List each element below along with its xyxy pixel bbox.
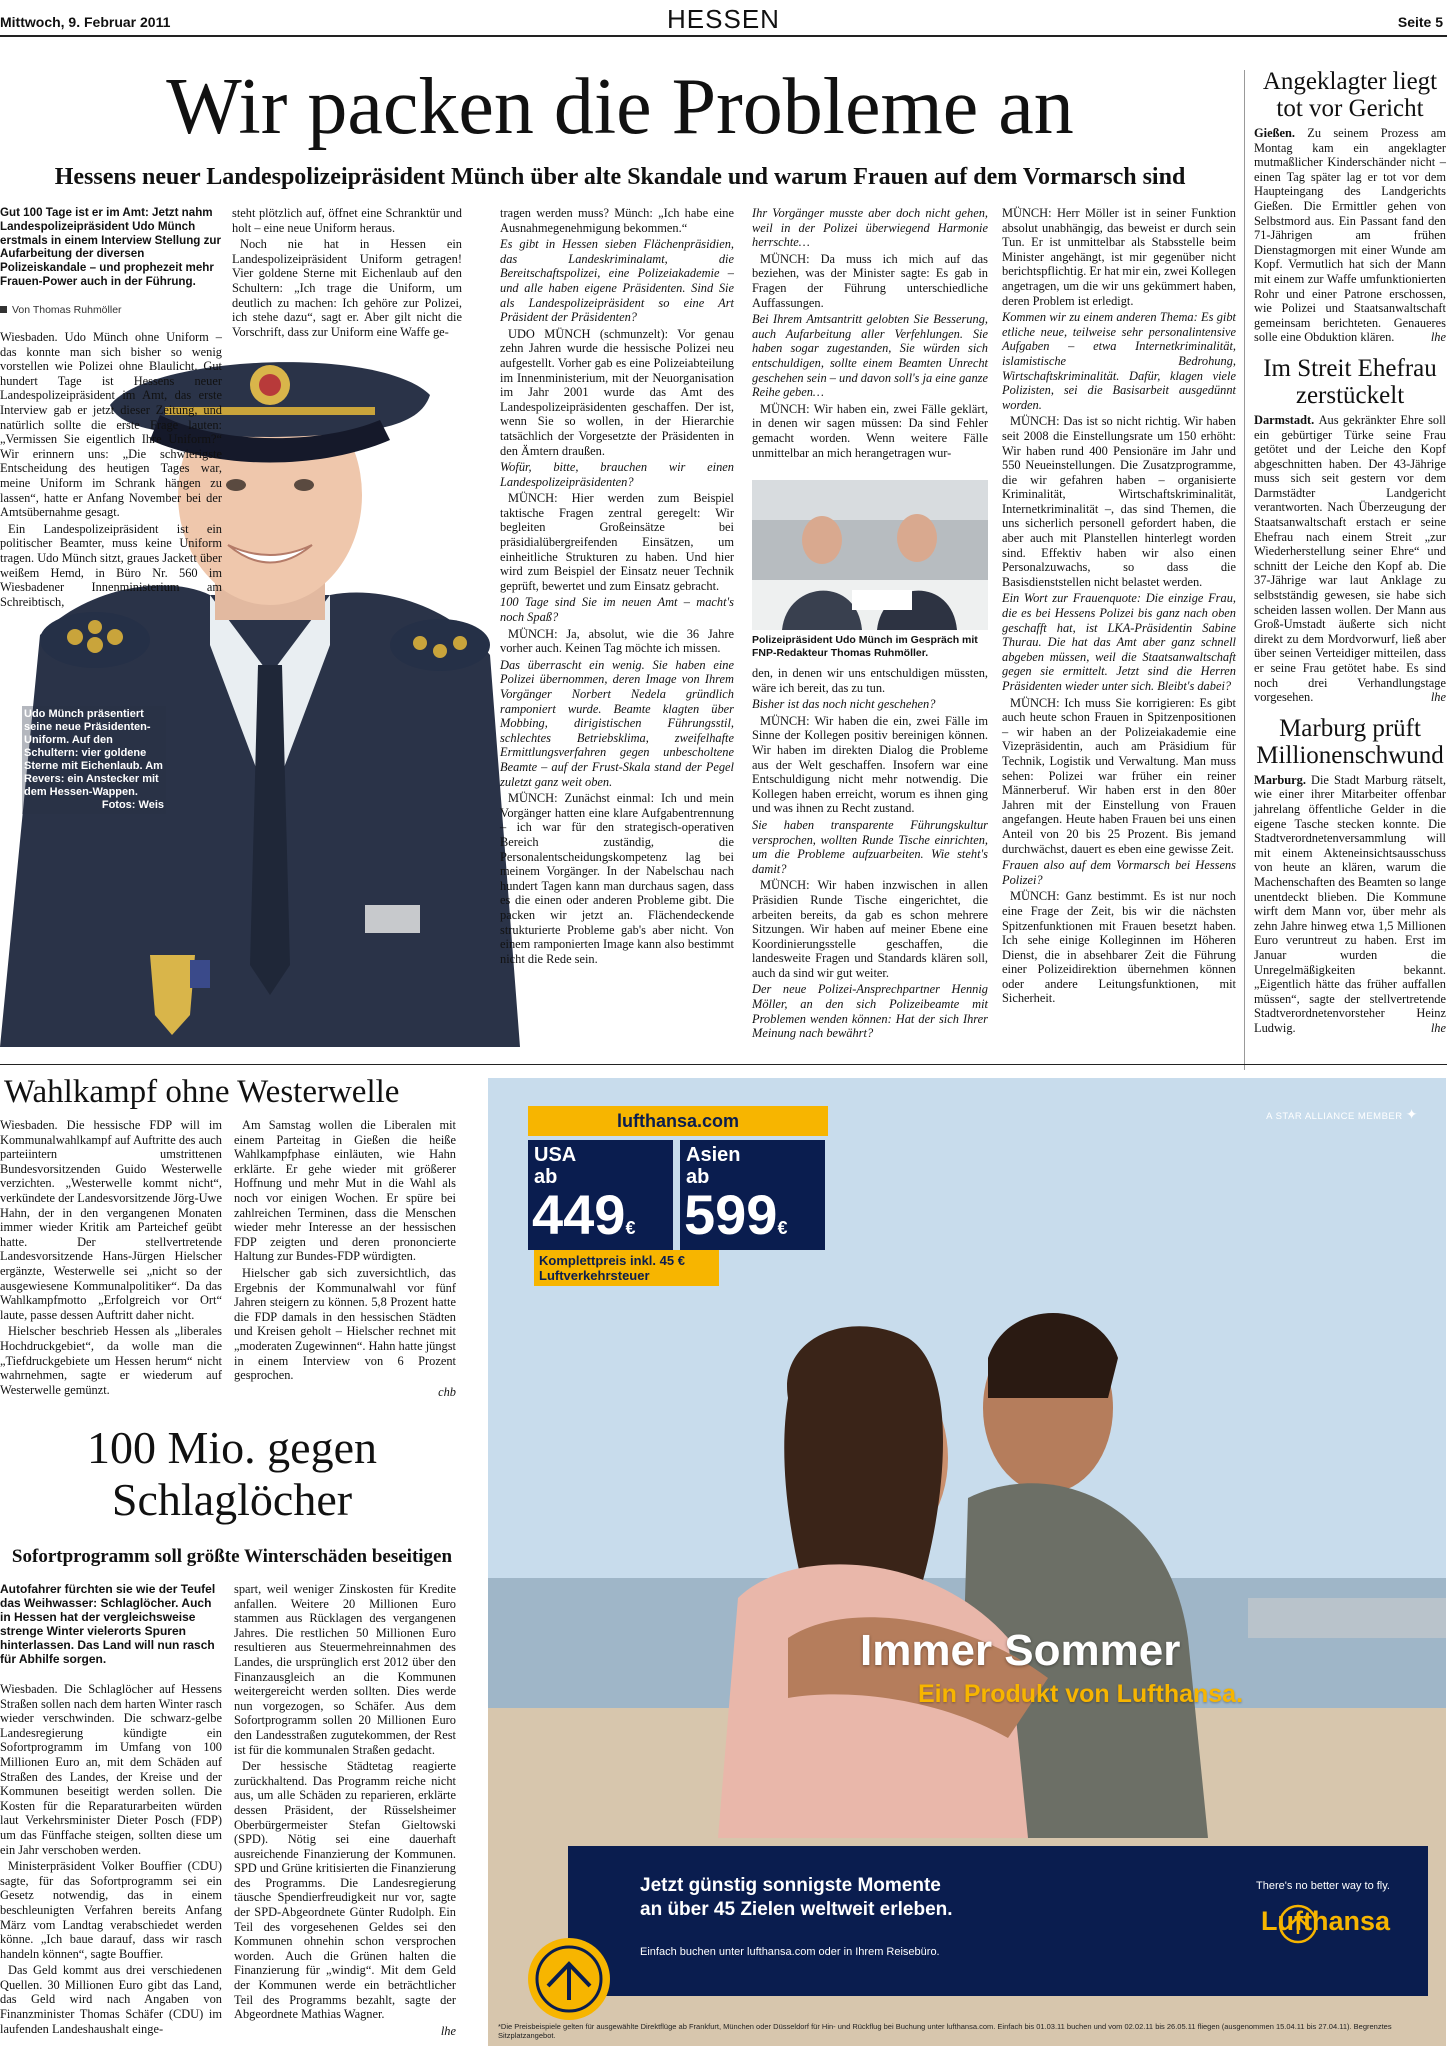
issue-date: Mittwoch, 9. Februar 2011 bbox=[0, 14, 171, 30]
star-icon: ✦ bbox=[1405, 1106, 1418, 1122]
paragraph: Am Samstag wollen die Liberalen mit einem Parteitag in Gießen die heiße Wahlkampfphase einläuten, wie Hahn erklärte. Er gehe wieder mit größerer Hoffnung und mehr Mut in die Wahl als noch vor einigen Wochen. Er spüre bei zahlreichen Terminen, dass die Menschen wieder mehr Interesse an der hessischen FDP zeigten und deren prononcierte Haltung zur Bundes-FDP würdigten. bbox=[234, 1118, 456, 1264]
fdp-col-1 bbox=[0, 1118, 222, 1399]
interview-question: Bei Ihrem Amtsantritt gelobten Sie Besserung, auch Aufarbeitung aller Verfehlungen. Sie haben sogar zugestanden, Sie würden sich entschuldigen, sollte einem Beamten Unrecht geschehen sein – und davon soll's ja eine ganze Reihe geben… bbox=[752, 312, 988, 400]
photo-caption bbox=[22, 706, 166, 814]
offer-currency: € bbox=[777, 1218, 788, 1238]
sidebar-headline: Marburg prüft Millionenschwund bbox=[1256, 714, 1444, 769]
pothole-col-2 bbox=[234, 1582, 456, 2038]
pothole-col-1 bbox=[0, 1682, 222, 2038]
sidebar-body bbox=[1254, 773, 1446, 1036]
paragraph: steht plötzlich auf, öffnet eine Schranktür und holt – eine neue Uniform heraus. bbox=[232, 206, 462, 235]
fdp-headline: Wahlkampf ohne Westerwelle bbox=[4, 1074, 400, 1110]
banner-line-1: Jetzt günstig sonnigste Momente bbox=[640, 1875, 941, 1896]
page-number: Seite 5 bbox=[1397, 14, 1443, 30]
interview-question: Bisher ist das noch nicht geschehen? bbox=[752, 697, 936, 712]
interview-question: 100 Tage sind Sie im neuen Amt – macht's noch Spaß? bbox=[500, 595, 734, 625]
ad-footnote: *Die Preisbeispiele gelten für ausgewählte Direktflüge ab Frankfurt, München oder Düsseldorf für Hin- und Rückflug bei Buchung unter lufthansa.com. Einfach bis 01.03.11 buchen und vom 02.02.11 bis 26.05.11 fliegen (ausgenommen 15.04.11 bis 27.04.11). Begrenztes Sitzplatzangebot. bbox=[498, 2022, 1392, 2040]
photo-credit: Fotos: Weis bbox=[101, 799, 164, 811]
interview-question: Kommen wir zu einem anderen Thema: Es gibt etliche neue, teilweise sehr personalintensive Aufgaben – etwa Internetkriminalität, islamistische Bedrohung, Wirtschaftskriminalität. Dafür, klagen viele Polizisten, sei die Basisarbeit ausgedünnt worden. bbox=[1002, 310, 1236, 412]
interview-answer: MÜNCH: Wir haben die ein, zwei Fälle im Sinne der Kollegen positiv bereinigen können. Wir haben im direkten Dialog die Probleme aus der Welt geschaffen. Insofern war eine Entschuldigung nicht mehr notwendig. Die Kollegen haben erreicht, worum es ihnen ging und was ihnen zu Recht zustand. bbox=[752, 713, 988, 816]
sidebar-signature: lhe bbox=[1430, 690, 1446, 705]
interview-answer: tragen werden muss? Münch: „Ich habe eine Ausnahmegenehmigung bekommen.“ bbox=[500, 206, 734, 235]
ad-banner[interactable] bbox=[568, 1846, 1428, 1996]
offer-currency: € bbox=[625, 1218, 636, 1238]
offer-price: 449 bbox=[532, 1183, 626, 1246]
main-subheadline: Hessens neuer Landespolizeipräsident Münch über alte Skandale und warum Frauen auf dem Vormarsch sind bbox=[54, 164, 1186, 190]
star-alliance-text: A STAR ALLIANCE MEMBER bbox=[1266, 1111, 1403, 1122]
offer-destination: Asien bbox=[686, 1144, 741, 1166]
sidebar-location: Marburg. bbox=[1254, 772, 1312, 787]
star-alliance-label bbox=[1266, 1106, 1418, 1123]
offer-ab: ab bbox=[686, 1166, 710, 1188]
section-rule bbox=[0, 1064, 1447, 1065]
paragraph: Ministerpräsident Volker Bouffier (CDU) sagte, für das Sofortprogramm sei ein Gesetz notwendig, das in einem beschleunigten Verfahren bereits Anfang März vom Landtag verabschiedet werden könne. „Ich baue darauf, dass wir rasch handeln können“, sagte Bouffier. bbox=[0, 1859, 222, 1961]
interview-answer: MÜNCH: Herr Möller ist in seiner Funktion absolut unabhängig, das beweist er durch sein Tun. Er ist unmittelbar als Stabsstelle beim Minister angehängt, ist mir gegenüber nicht berichtspflichtig. Er hat mir ein, zwei Kollegen angetragen, um die wir uns gekümmert haben, deren Problem ist erledigt. bbox=[1002, 206, 1236, 308]
interview-answer: MÜNCH: Da muss ich mich auf das beziehen, was der Minister sagte: Es gab in Fragen der Führung unterschiedliche Auffassungen. bbox=[752, 251, 988, 310]
komplett-line-1: Komplettpreis inkl. 45 € bbox=[539, 1253, 685, 1268]
photo-caption-text: Udo Münch präsentiert seine neue Präsidenten-Uniform. Auf den Schultern: vier goldene Sterne mit Eichenlaub. Am Revers: ein Anstecker mit dem Hessen-Wappen. bbox=[24, 708, 163, 798]
ad-slogan-sub: Ein Produkt von Lufthansa. bbox=[918, 1680, 1244, 1708]
interview-answer: MÜNCH: Wir haben inzwischen in allen Präsidien Runde Tische eingerichtet, die arbeiten bereits, da gab es schon mehrere Sitzungen. Wir haben auf meiner Ebene eine Koordinierungsstelle geschaffen, die landesweite Fragen und Standards klären soll, auch da sind wir gut weiter. bbox=[752, 878, 988, 980]
paragraph: Noch nie hat in Hessen ein Landespolizeipräsident Uniform getragen! Vier goldene Sterne mit Eichenlaub auf den Schultern: „Ich trage die Uniform, um deutlich zu machen: Ich gehöre zur Polizei, ich stehe dazu“, sagt er. Aber gilt nicht die Vorschrift, dass zur Uniform eine Waffe ge- bbox=[232, 237, 462, 339]
sidebar-news bbox=[1254, 68, 1446, 1045]
paragraph: Wiesbaden. Udo Münch ohne Uniform – das konnte man sich bisher so wenig vorstellen wie Polizei ohne Blaulicht. Gut hundert Tage ist Hessens neuer Landespolizeipräsident im Amt, das erste Interview gab er jetzt dieser Zeitung, und natürlich sollte die erste Frage lauten: „Vermissen Sie eigentlich Ihre Uniform?“ Wir erinnern uns: „Die schwierigste Entscheidung des heutigen Tages war, meine Uniform im Schrank hängen zu lassen“, hatte er Anfang November bei der Amtsübernahme gesagt. bbox=[0, 330, 222, 520]
paragraph: Das Geld kommt aus drei verschiedenen Quellen. 30 Millionen Euro gibt das Land, das Geld wird nach Angaben von Finanzminister Thomas Schäfer (CDU) im laufenden Landeshaushalt einge- bbox=[0, 1963, 222, 2036]
paragraph: Ein Landespolizeipräsident ist ein politischer Beamter, muss keine Uniform tragen. Udo Münch sitzt, graues Jackett über weißem Hemd, in Büro Nr. 560 im Wiesbadener Innenministerium am Schreibtisch, bbox=[0, 521, 222, 609]
ad-slogan: Immer Sommer bbox=[860, 1626, 1181, 1675]
sidebar-headline: Angeklagter liegt tot vor Gericht bbox=[1262, 68, 1438, 122]
main-col-4b bbox=[752, 666, 988, 1043]
sidebar-body bbox=[1254, 126, 1446, 345]
sidebar-article bbox=[1254, 715, 1446, 1036]
main-lead: Gut 100 Tage ist er im Amt: Jetzt nahm Landespolizeipräsident Udo Münch erstmals in einem Interview Stellung zur Aufarbeitung der diversen Polizeiskandale – und prophezeit mehr Frauen-Power auch in der Führung. bbox=[0, 206, 221, 288]
ad-brand[interactable]: Lufthansa bbox=[1260, 1906, 1390, 1936]
lufthansa-ad[interactable] bbox=[488, 1078, 1446, 2046]
interview-question: Es gibt in Hessen sieben Flächenpräsidien, das Landeskriminalamt, die Bereitschaftspolizei, eine Polizeiakademie – und alle haben eigene Präsidenten. Sind Sie als Landespolizeipräsident so eine Art Präsident der Präsidenten? bbox=[500, 237, 734, 325]
interview-question: Sie haben transparente Führungskultur versprochen, wollten Runde Tische einrichten, um die Probleme aufzuarbeiten. Wie steht's damit? bbox=[752, 817, 988, 876]
main-col-4 bbox=[752, 206, 988, 462]
sidebar-location: Gießen. bbox=[1254, 126, 1308, 140]
offer-ab: ab bbox=[534, 1166, 558, 1188]
paragraph: Wiesbaden. Die Schlaglöcher auf Hessens Straßen sollen nach dem harten Winter rasch wieder verschwinden. Die schwarz-gelbe Landesregierung kündigte ein Sofortprogramm im Umfang von 100 Millionen Euro an, mit dem Schäden auf Straßen des Landes, der Kreise und der Kommunen beseitigt werden sollen. Die Kosten für die Reparaturarbeiten würden laut Verkehrsminister Dieter Posch (FDP) um das Fünffache steigen, sollten diese um ein Jahr verschoben werden. bbox=[0, 1682, 222, 1857]
pothole-subheadline: Sofortprogramm soll größte Winterschäden beseitigen bbox=[11, 1546, 453, 1567]
interview-answer: MÜNCH: Das ist so nicht richtig. Wir haben seit 2008 die Einstellungsrate um 150 erhöht: Wir haben rund 400 Pensionäre im Jahr und 550 Neueinstellungen. Die Zusatzprogramme, die wir gefahren haben – organisierte Kriminalität, Wirtschaftskriminalität, Internetkriminalität –, das sind Themen, die uns sicherlich personell gefordert haben, die aber auch mit Planstellen hinterlegt worden sind. Effektiv haben wir also einen Personalzuwachs, so dass die Basisdienststellen nicht belastet werden. bbox=[1002, 414, 1236, 589]
interview-photo-caption: Polizeipräsident Udo Münch im Gespräch mit FNP-Redakteur Thomas Ruhmöller. bbox=[752, 634, 978, 659]
sidebar-headline: Im Streit Ehefrau zerstückelt bbox=[1263, 354, 1437, 409]
interview-question: Frauen also auf dem Vormarsch bei Hessens Polizei? bbox=[1002, 858, 1236, 887]
interview-question: Wofür, bitte, brauchen wir einen Landespolizeipräsidenten? bbox=[500, 460, 734, 489]
interview-question: Der neue Polizei-Ansprechpartner Hennig Möller, an den sich Polizeibeamte mit Problemen wenden können: Hat der sich Ihrer Meinung nach bewährt? bbox=[752, 982, 988, 1041]
offer-destination: USA bbox=[534, 1144, 577, 1166]
ad-tagline: There's no better way to fly. bbox=[1256, 1880, 1390, 1892]
ad-site-label[interactable]: lufthansa.com bbox=[528, 1106, 828, 1136]
sidebar-article bbox=[1254, 68, 1446, 345]
komplett-line-2: Luftverkehrsteuer bbox=[539, 1268, 650, 1283]
main-byline: Von Thomas Ruhmöller bbox=[0, 304, 122, 316]
sidebar-text: Die Stadt Marburg rätselt, wie einer ihrer Mitarbeiter offenbar jahrelang öffentliche Gelder in die eigene Tasche stecken konnte. Die Stadtverordnetenversammlung will mit einem Akteneinsichtsausschuss von heute an klären, warum die Machenschaften des Beamten so lange unentdeckt blieben. Die Kommune wirft dem Mann vor, über mehr als zehn Jahre hinweg etwa 1,5 Millionen Euro veruntreut zu haben. Erst im Januar wurden die Unregelmäßigkeiten bekannt. „Eigentlich hätte das früher auffallen müssen“, sagte der stellvertretende Stadtverordnetenvorsteher Heinz Ludwig. bbox=[1254, 772, 1446, 1035]
sidebar-text: Aus gekränkter Ehre soll ein gebürtiger Türke seine Frau getötet und der Leiche den Kopf abgeschnitten haben. Der 43-Jährige muss sich seit gestern vor dem Darmstädter Landgericht verantworten. Nach Überzeugung der Staatsanwaltschaft erstach er seine Ehefrau nach einem Streit „zur Wiederherstellung seiner Ehre“ und schnitt der Leiche den Kopf ab. Die 37-Jährige war laut Anklage zu selbstständig gewesen, sie habe sich scheiden lassen wollen. Der Mann aus Groß-Umstadt äußerte sich nicht direkt zu dem Mordvorwurf, ließ aber über seinen Verteidiger mitteilen, dass er seine Frau getötet habe. Es sind noch drei Verhandlungstage vorgesehen. bbox=[1254, 412, 1446, 705]
interview-answer: MÜNCH: Wir haben ein, zwei Fälle geklärt, in denen wir sagen müssen: Da sind Fehler gemacht worden. Wenn weitere Fälle unmittelbar an mich herangetragen wur- bbox=[752, 401, 988, 460]
sidebar-text: Zu seinem Prozess am Montag kam ein angeklagter mutmaßlicher Kinderschänder nicht – einen Tag später lag er tot vor dem Haupteingang des Landgerichts Gießen. Die Ermittler gehen von Selbstmord aus. Ein Passant fand den 71-Jährigen am frühen Dienstagmorgen mit einer Wunde am Kopf. Vermutlich hat sich der Mann mit einem zur Waffe umfunktionierten Rohr und einer Patrone erschossen, wie Polizei und Staatsanwaltschaft gemeinsam berichteten. Genaueres solle eine Obduktion klären. bbox=[1254, 126, 1446, 345]
sidebar-article bbox=[1254, 355, 1446, 705]
lufthansa-logo-icon bbox=[528, 1938, 610, 2020]
banner-line-2: an über 45 Zielen weltweit erleben. bbox=[640, 1899, 953, 1920]
ad-komplettpreis bbox=[534, 1250, 719, 1286]
sidebar-body bbox=[1254, 413, 1446, 705]
ad-offer-asien[interactable] bbox=[680, 1140, 825, 1250]
interview-question: Das überrascht ein wenig. Sie haben eine Polizei übernommen, deren Image von Ihrem Vorgänger Norbert Nedela gründlich ramponiert wurde. Beamte klagten über Mobbing, dirigistischen Führungsstil, schlechtes Betriebsklima, zweifelhafte Ermittlungsverfahren gegen unbescholtene Beamte – auf der Frust-Skala stand der Pegel zuletzt ganz weit oben. bbox=[500, 657, 734, 789]
paragraph: Der hessische Städtetag reagierte zurückhaltend. Das Programm reiche nicht aus, um alle Schäden zu reparieren, erklärte dessen Präsident, der Rüsselsheimer Oberbürgermeister Stefan Gieltowski (SPD). Nötig sei eine dauerhaft ausreichende Finanzierung der Kommunen. SPD und Grüne kritisierten die Finanzierung des Programms. Die Landesregierung täusche Spendierfreudigkeit nur vor, sagte der SPD-Abgeordnete Günter Rudolph. Ein Teil des vorgesehenen Geldes sei den Kommunen ohnehin schon versprochen worden. Auch die Grünen halten die Finanzierung für „windig“. Mit dem Geld der Kommunen werde ein beträchtlicher Teil des Programms bezahlt, sagte der Abgeordnete Mathias Wagner. bbox=[234, 1759, 456, 2022]
interview-question: Ihr Vorgänger musste aber doch nicht gehen, weil in der Polizei überwiegend Harmonie herrschte… bbox=[752, 206, 988, 250]
section-title: HESSEN bbox=[667, 4, 780, 34]
paragraph: spart, weil weniger Zinskosten für Kredite anfallen. Weitere 20 Millionen Euro stammen aus Rücklagen des vergangenen Jahres. Die restlichen 50 Millionen Euro resultieren aus Steuermehreinnahmen des Landes, die ursprünglich erst 2012 über den Finanzausgleich an die Kommunen weitergereicht werden sollten. Dies werde nun vorgezogen, so Schäfer. Aus dem Sofortprogramm sollen 20 Millionen Euro den Landesstraßen zugutekommen, der Rest ist für die kommunalen Straßen gedacht. bbox=[234, 1582, 456, 1757]
interview-answer: MÜNCH: Zunächst einmal: Ich und mein Vorgänger hatten eine klare Aufgabentrennung – ich war für den strategisch-operativen Bereich zuständig, die Personalentscheidungskompetenz lag bei meinem Vorgänger. In der Nabelschau nach hundert Tagen kann man durchaus sagen, dass es die einen oder anderen Probleme gibt. Die packen wir jetzt an. Flächendeckende strukturierte Probleme gab's aber nicht. Von einem ramponierten Image kann also bestimmt nicht die Rede sein. bbox=[500, 791, 734, 966]
pothole-headline: 100 Mio. gegen Schlaglöcher bbox=[86, 1422, 377, 1525]
main-col-1 bbox=[0, 330, 222, 611]
photo-interview bbox=[752, 480, 988, 630]
interview-answer: den, in denen wir uns entschuldigen müssten, wäre ich bereit, das zu tun. bbox=[752, 666, 988, 695]
ad-offer-usa[interactable] bbox=[528, 1140, 673, 1250]
paragraph: Hielscher beschrieb Hessen als „liberales Hochdruckgebiet“, da wolle man die „Tiefdruckgebiete um Hessen herum“ nicht wahrnehmen, sagte er wiederum auf Westerwelle gemünzt. bbox=[0, 1324, 222, 1397]
interview-answer: MÜNCH: Ich muss Sie korrigieren: Es gibt auch heute schon Frauen in Spitzenpositionen – wir haben an der Polizeiakademie eine Vizepräsidentin, auch am Präsidium für Technik, Logistik und Verwaltung. Man muss sehen: Polizei war früher ein reiner Männerberuf. Wir haben erst in den 80er Jahren mit der Einstellung von Frauen angefangen. Heute haben Frauen bei uns einen Anteil von 20 bis 25 Prozent. Bis jemand durchwächst, dauert es eben eine gewisse Zeit. bbox=[1002, 695, 1236, 856]
sidebar-location: Darmstadt. bbox=[1254, 412, 1319, 427]
sidebar-divider bbox=[1244, 70, 1245, 1070]
interview-answer: MÜNCH: Hier werden zum Beispiel taktische Fragen zentral geregelt: Wir begleiten Großeinsätze bei präsidialübergreifenden Einsätzen, um einheitliche Strukturen zu haben. Und hier wird zum Beispiel der Einsatz neuer Technik geprüft, bewertet und zum Einsatz gebracht. bbox=[500, 491, 734, 593]
fdp-col-2 bbox=[234, 1118, 456, 1399]
sidebar-signature: lhe bbox=[1430, 330, 1446, 345]
pothole-lead: Autofahrer fürchten sie wie der Teufel das Weihwasser: Schlaglöcher. Auch in Hessen hat der vergleichsweise strenge Winter vielerorts Spuren hinterlassen. Das Land will nun rasch für Abhilfe sorgen. bbox=[0, 1582, 216, 1666]
fdp-signature: chb bbox=[438, 1384, 456, 1399]
header-rule bbox=[0, 35, 1447, 37]
interview-answer: UDO MÜNCH (schmunzelt): Vor genau zehn Jahren wurde die hessische Polizei neu aufgestellt. Vorher gab es eine Polizeiabteilung im Innenministerium, mit der Neuorganisation im Jahr 2001 wurde das Amt des Landespolizeipräsidenten geschaffen. Der ist, wenn Sie so wollen, in der Hierarchie tatsächlich der Vorgesetzte der Präsidenten in den Ämtern draußen. bbox=[500, 326, 734, 458]
main-col-2 bbox=[232, 206, 462, 341]
paragraph: Wiesbaden. Die hessische FDP will im Kommunalwahlkampf auf Auftritte des auch parteiintern umstrittenen Bundesvorsitzenden Guido Westerwelle verzichten. „Westerwelle kommt nicht“, verkündete der Landesvorsitzende Jörg-Uwe Hahn, der in den vergangenen Monaten immer wieder Kritik am Parteichef geübt hatte. Der stellvertretende Landesvorsitzende Hans-Jürgen Hielscher ergänzte, Westerwelle sei „nicht so der ausgewiesene Kommunalpolitiker“. Da das Wahlkampfmotto „Erfolgreich vor Ort“ laute, passe dessen Auftritt daher nicht. bbox=[0, 1118, 222, 1322]
pothole-signature: lhe bbox=[440, 2023, 456, 2038]
offer-price: 599 bbox=[684, 1183, 778, 1246]
main-col-3 bbox=[500, 206, 734, 968]
main-headline: Wir packen die Probleme an bbox=[166, 63, 1074, 151]
main-col-5 bbox=[1002, 206, 1236, 1008]
interview-answer: MÜNCH: Ganz bestimmt. Es ist nur noch eine Frage der Zeit, bis wir die nächsten Spitzenfunktionen mit Frauen besetzt haben. Ich sehe einige Kolleginnen im Höheren Dienst, die in absehbarer Zeit die Führung einer Polizeidirektion übernehmen können oder andere Leitungsfunktionen, mit Sicherheit. bbox=[1002, 889, 1236, 1006]
sidebar-signature: lhe bbox=[1430, 1020, 1446, 1035]
interview-answer: MÜNCH: Ja, absolut, wie die 36 Jahre vorher auch. Keinen Tag möchte ich missen. bbox=[500, 626, 734, 656]
paragraph: Hielscher gab sich zuversichtlich, das Ergebnis der Kommunalwahl vor fünf Jahren steigern zu können. 5,8 Prozent hatte die FDP damals in den hessischen Städten und Kreisen geholt – Hielscher rechnet mit „moderaten Zugewinnen“. Hahn hatte jüngst in einem Interview von 6 Prozent gesprochen. bbox=[234, 1265, 456, 1383]
interview-question: Ein Wort zur Frauenquote: Die einzige Frau, die es bei Hessens Polizei bis ganz nach oben geschafft hat, ist LKA-Präsidentin Sabine Thurau. Die hat das Amt aber ganz schnell abgeben müssen, weil die Staatsanwaltschaft gegen sie ermittelt. Jetzt sind die Herren Präsidenten wieder unter sich. Bleibt's dabei? bbox=[1002, 591, 1236, 693]
banner-line-3[interactable]: Einfach buchen unter lufthansa.com oder in Ihrem Reisebüro. bbox=[640, 1946, 940, 1958]
